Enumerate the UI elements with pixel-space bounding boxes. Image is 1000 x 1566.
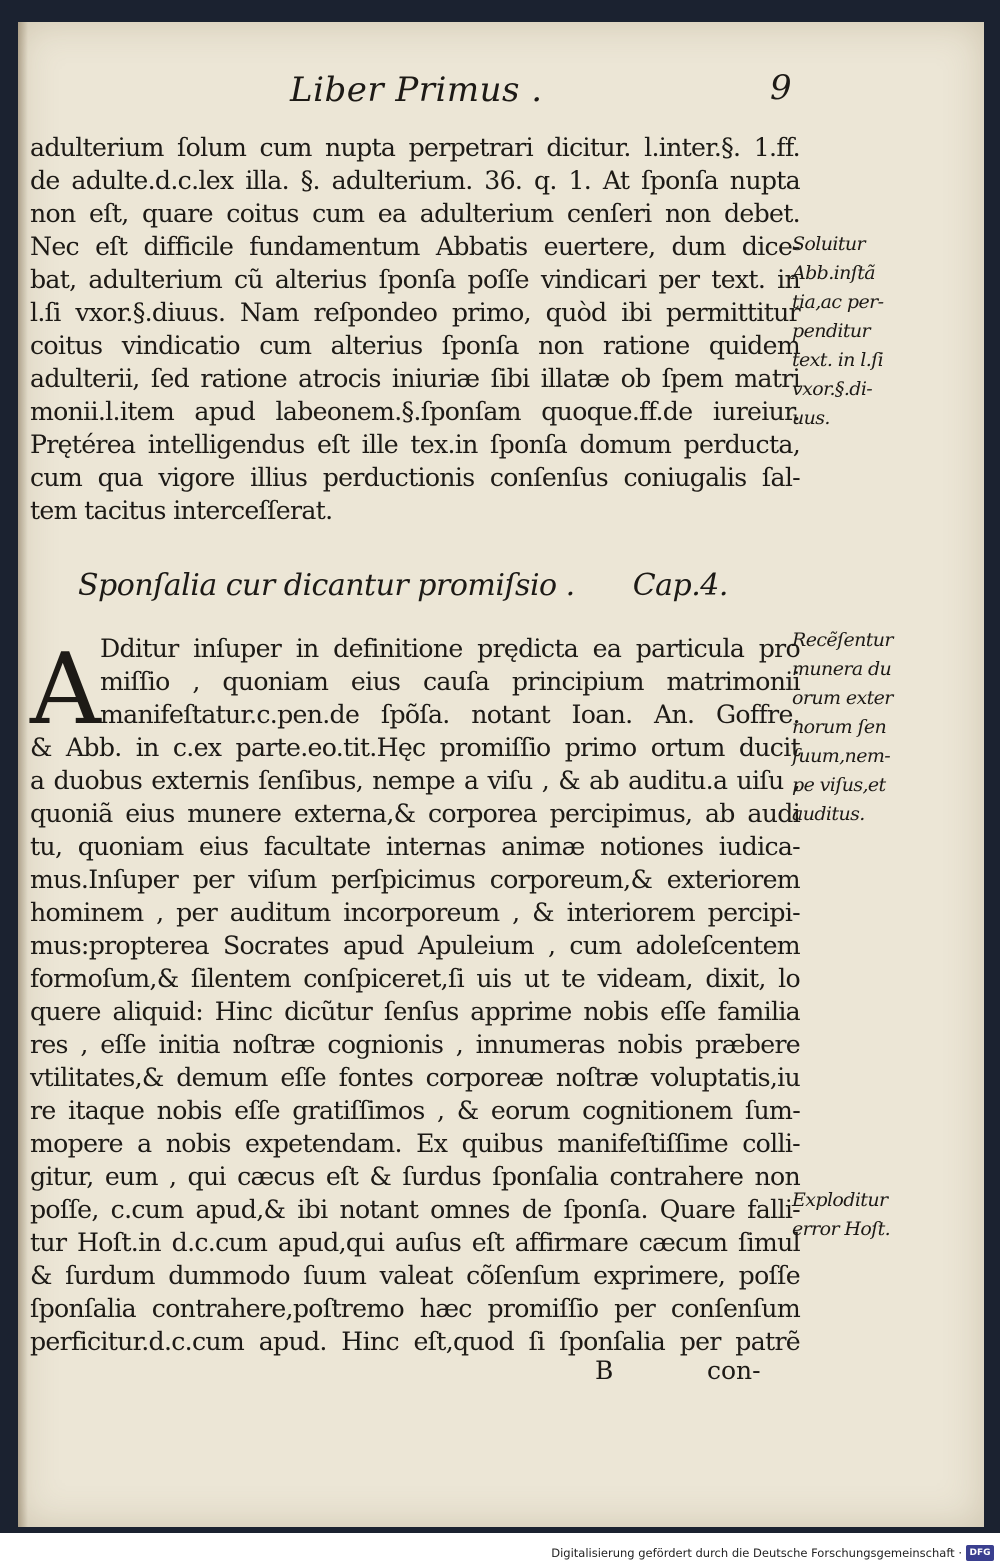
text-line: adulterium ſolum cum nupta perpetrari dicitur. l.inter.§. 1.ff. bbox=[30, 133, 800, 162]
marginal-note-1 bbox=[792, 230, 932, 433]
dfg-logo: DFG bbox=[966, 1545, 994, 1561]
text-line: cum qua vigore illius perductionis conſenſus coniugalis ſal- bbox=[30, 463, 800, 492]
marginal-note-2 bbox=[792, 626, 932, 829]
text-line: mus:propterea Socrates apud Apuleium , cum adoleſcentem bbox=[30, 931, 800, 960]
marginal-line: munera du bbox=[792, 658, 892, 680]
paragraph-1 bbox=[30, 131, 800, 527]
text-line: de adulte.d.c.lex illa. §. adulterium. 36. q. 1. At ſponſa nupta bbox=[30, 166, 800, 195]
text-line: Dditur inſuper in definitione prędicta ea particula pro bbox=[100, 634, 800, 663]
text-line: Nec eſt difficile fundamentum Abbatis euertere, dum dice- bbox=[30, 232, 800, 261]
text-line: adulterii, ſed ratione atrocis iniuriæ ſibi illatæ ob ſpem matri bbox=[30, 364, 800, 393]
text-line: miſſio , quoniam eius cauſa principium matrimonii bbox=[100, 667, 800, 696]
text-line: re itaque nobis eſſe gratiſſimos , & eorum cognitionem ſum- bbox=[30, 1096, 800, 1125]
marginal-line: norum ſen bbox=[792, 716, 887, 738]
text-line: non eſt, quare coitus cum ea adulterium cenſeri non debet. bbox=[30, 199, 800, 228]
running-head: Liber Primus . bbox=[290, 70, 543, 110]
text-line: tu, quoniam eius facultate internas animæ notiones iudica- bbox=[30, 832, 800, 861]
marginal-line: Recẽſentur bbox=[792, 629, 893, 651]
text-line: mopere a nobis expetendam. Ex quibus manifeſtiſſime colli- bbox=[30, 1129, 800, 1158]
funding-credit: Digitalisierung gefördert durch die Deutsche Forschungsgemeinschaft · bbox=[551, 1546, 962, 1560]
chapter-title: Sponſalia cur dicantur promiſsio . bbox=[78, 568, 575, 603]
marginal-line: vxor.§.di- bbox=[792, 378, 873, 400]
marginal-line: Abb.inſtã bbox=[792, 262, 875, 284]
text-line: res , eſſe initia noſtræ cognionis , innumeras nobis præbere bbox=[30, 1030, 800, 1059]
text-line: hominem , per auditum incorporeum , & interiorem percipi- bbox=[30, 898, 800, 927]
signature-mark: B bbox=[595, 1356, 614, 1385]
marginal-note-3 bbox=[792, 1186, 932, 1244]
digitization-footer bbox=[0, 1545, 1000, 1565]
text-line: & ſurdum dummodo ſuum valeat cõſenſum exprimere, poſſe bbox=[30, 1261, 800, 1290]
text-line: ſponſalia contrahere,poſtremo hæc promiſſio per conſenſum bbox=[30, 1294, 800, 1323]
marginal-line: auditus. bbox=[792, 803, 865, 825]
text-line: formoſum,& ſilentem conſpiceret,ſi uis ut te videam, dixit, lo bbox=[30, 964, 800, 993]
catchword: con- bbox=[707, 1356, 761, 1385]
marginal-line: Soluitur bbox=[792, 233, 865, 255]
text-line: Prętérea intelligendus eſt ille tex.in ſponſa domum perducta, bbox=[30, 430, 800, 459]
text-line: quoniã eius munere externa,& corporea percipimus, ab audi bbox=[30, 799, 800, 828]
text-line: perficitur.d.c.cum apud. Hinc eſt,quod ſi ſponſalia per patrẽ bbox=[30, 1327, 800, 1356]
marginal-line: ſuum,nem- bbox=[792, 745, 891, 767]
marginal-line: orum exter bbox=[792, 687, 893, 709]
text-line: poſſe, c.cum apud,& ibi notant omnes de ſponſa. Quare falli- bbox=[30, 1195, 800, 1224]
text-line: monii.l.item apud labeonem.§.ſponſam quoque.ff.de iureiur. bbox=[30, 397, 800, 426]
marginal-line: uus. bbox=[792, 407, 830, 429]
text-line: quere aliquid: Hinc dicũtur ſenſus apprime nobis eſſe familia bbox=[30, 997, 800, 1026]
text-line: gitur, eum , qui cæcus eſt & ſurdus ſponſalia contrahere non bbox=[30, 1162, 800, 1191]
marginal-line: pe viſus,et bbox=[792, 774, 886, 796]
text-line: a duobus externis ſenſibus, nempe a viſu , & ab auditu.a uiſu , bbox=[30, 766, 800, 795]
text-line: tem tacitus interceſſerat. bbox=[30, 496, 333, 525]
text-line: tur Hoſt.in d.c.cum apud,qui auſus eſt affirmare cæcum ſimul bbox=[30, 1228, 800, 1257]
page-number: 9 bbox=[770, 68, 792, 108]
text-line: mus.Inſuper per viſum perſpicimus corporeum,& exteriorem bbox=[30, 865, 800, 894]
text-line: vtilitates,& demum eſſe fontes corporeæ noſtræ voluptatis,iu bbox=[30, 1063, 800, 1092]
text-line: manifeſtatur.c.pen.de ſpõſa. notant Ioan. An. Goffre. bbox=[100, 700, 800, 729]
marginal-line: tia,ac per- bbox=[792, 291, 884, 313]
text-line: l.ſi vxor.§.diuus. Nam reſpondeo primo, quòd ibi permittitur bbox=[30, 298, 800, 327]
chapter-number: Cap.4. bbox=[632, 568, 728, 603]
marginal-line: text. in l.ſi bbox=[792, 349, 884, 371]
marginal-line: error Hoſt. bbox=[792, 1218, 891, 1240]
marginal-line: Exploditur bbox=[792, 1189, 888, 1211]
text-line: bat, adulterium cũ alterius ſponſa poſſe vindicari per text. in bbox=[30, 265, 800, 294]
marginal-line: penditur bbox=[792, 320, 871, 342]
drop-capital: A bbox=[30, 633, 101, 747]
text-line: coitus vindicatio cum alterius ſponſa non ratione quidem bbox=[30, 331, 800, 360]
text-line: & Abb. in c.ex parte.eo.tit.Hęc promiſſio primo ortum ducit bbox=[30, 733, 800, 762]
paragraph-2 bbox=[30, 632, 800, 1358]
page-gutter-shadow bbox=[18, 22, 28, 1527]
chapter-heading bbox=[78, 568, 728, 603]
